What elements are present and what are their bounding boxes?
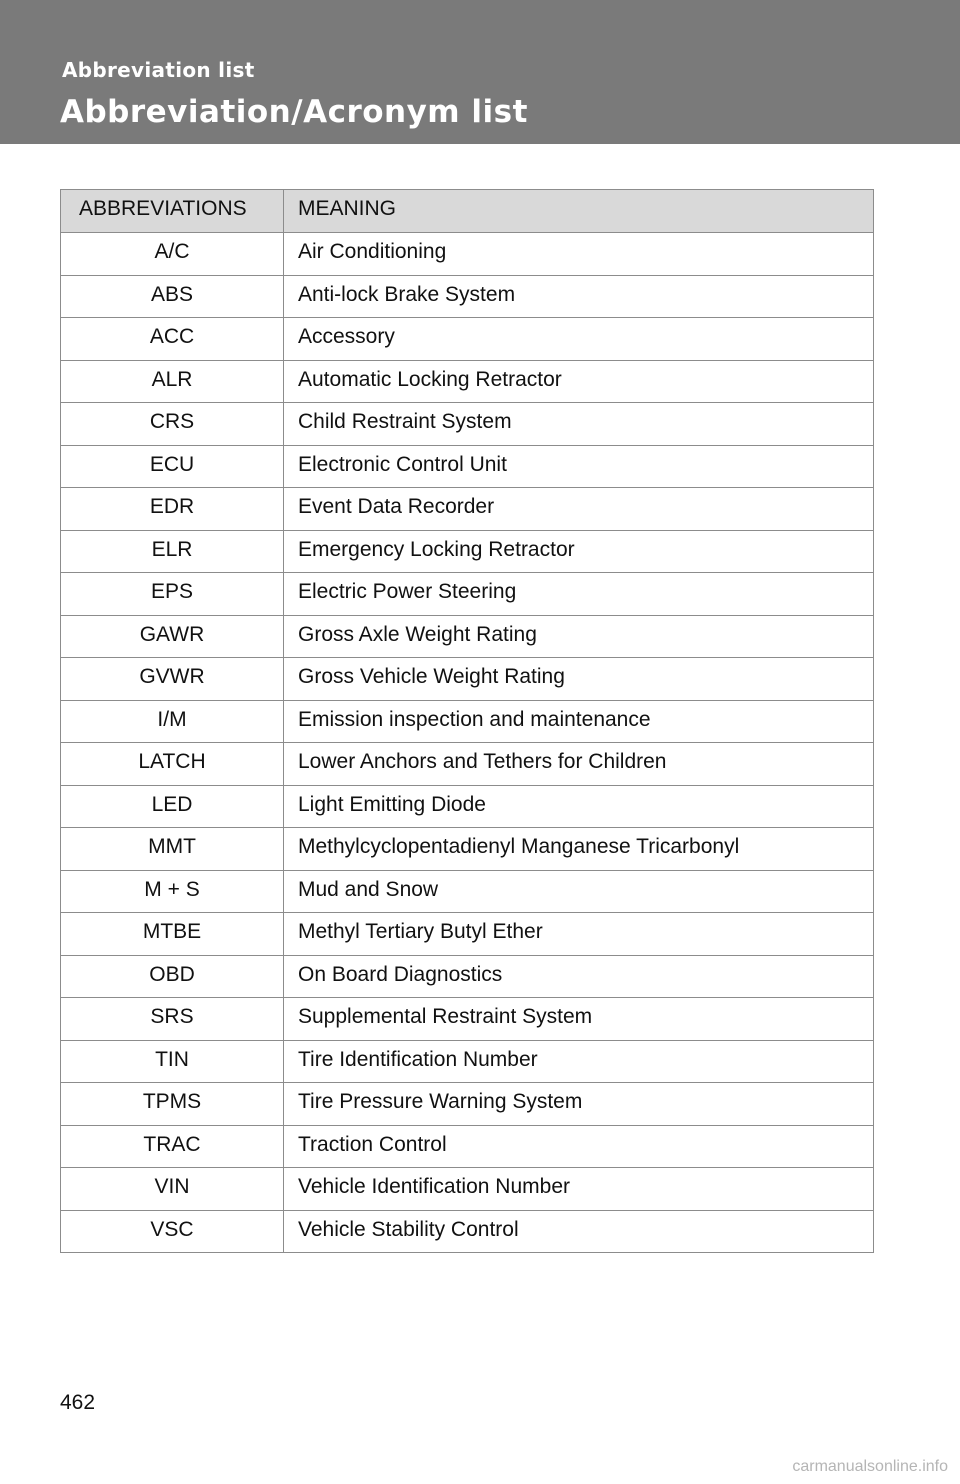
table-row — [61, 1168, 874, 1211]
meaning-cell — [284, 318, 874, 361]
abbreviation-text: LED — [151, 792, 193, 816]
meaning-cell — [284, 913, 874, 956]
meaning-cell — [284, 658, 874, 701]
abbreviation-text: ALR — [151, 367, 193, 391]
meaning-text: Mud and Snow — [298, 877, 439, 901]
abbreviation-cell — [61, 828, 284, 871]
table-row — [61, 360, 874, 403]
meaning-text: Event Data Recorder — [298, 495, 495, 518]
meaning-cell — [284, 743, 874, 786]
table-row — [61, 1083, 874, 1126]
meaning-text: Methyl Tertiary Butyl Ether — [298, 920, 543, 943]
meaning-text: Light Emitting Diode — [298, 792, 486, 816]
table-row — [61, 1125, 874, 1168]
abbreviation-text: GVWR — [139, 665, 205, 688]
abbreviation-cell — [61, 1040, 284, 1083]
abbreviation-text: ABS — [150, 282, 194, 306]
table-row — [61, 828, 874, 871]
table-row — [61, 445, 874, 488]
abbreviation-text: CRS — [149, 410, 195, 433]
meaning-cell — [284, 1125, 874, 1168]
table-row — [61, 615, 874, 658]
meaning-cell — [284, 530, 874, 573]
meaning-cell — [284, 360, 874, 403]
table-row — [61, 700, 874, 743]
meaning-text: Vehicle Stability Control — [298, 1217, 519, 1241]
meaning-cell — [284, 445, 874, 488]
section-label: Abbreviation list — [62, 58, 255, 82]
abbreviation-cell — [61, 1210, 284, 1253]
meaning-cell — [284, 700, 874, 743]
meaning-text: Anti-lock Brake System — [298, 282, 516, 306]
abbreviation-cell — [61, 998, 284, 1041]
table-row — [61, 573, 874, 616]
meaning-cell — [284, 1083, 874, 1126]
abbreviation-text: VIN — [154, 1175, 190, 1198]
abbreviation-text: LATCH — [138, 750, 206, 773]
abbreviation-text: VSC — [150, 1217, 194, 1241]
abbreviation-text: SRS — [150, 1005, 194, 1028]
meaning-text: Child Restraint System — [298, 410, 512, 433]
abbreviation-cell — [61, 658, 284, 701]
page-title: Abbreviation/Acronym list — [60, 94, 528, 130]
table-row — [61, 785, 874, 828]
abbreviation-text: MMT — [148, 835, 196, 858]
meaning-text: Electric Power Steering — [298, 580, 517, 603]
abbreviation-text: ACC — [149, 325, 195, 348]
meaning-text: Traction Control — [298, 1132, 447, 1156]
abbreviation-text: ECU — [149, 452, 195, 476]
table-row — [61, 275, 874, 318]
meaning-text: Accessory — [298, 325, 395, 348]
meaning-cell — [284, 1168, 874, 1211]
abbreviation-cell — [61, 700, 284, 743]
meaning-cell — [284, 233, 874, 276]
abbreviation-text: TRAC — [143, 1132, 201, 1156]
abbreviation-table — [60, 189, 874, 1253]
table-row — [61, 318, 874, 361]
meaning-text: Gross Axle Weight Rating — [298, 622, 537, 646]
abbreviation-text: TIN — [155, 1047, 189, 1071]
abbreviation-text: EPS — [150, 580, 194, 603]
meaning-text: Emergency Locking Retractor — [298, 537, 575, 561]
abbreviation-text: EDR — [149, 495, 195, 518]
table-row — [61, 743, 874, 786]
column-header-label: ABBREVIATIONS — [79, 197, 247, 220]
table-row — [61, 403, 874, 446]
meaning-cell — [284, 1210, 874, 1253]
abbreviation-cell — [61, 445, 284, 488]
meaning-text: On Board Diagnostics — [298, 962, 503, 986]
meaning-cell — [284, 785, 874, 828]
abbreviation-cell — [61, 530, 284, 573]
abbreviation-cell — [61, 488, 284, 531]
meaning-cell — [284, 828, 874, 871]
abbreviation-cell — [61, 913, 284, 956]
meaning-text: Emission inspection and maintenance — [298, 707, 651, 731]
abbreviation-cell — [61, 615, 284, 658]
abbreviation-cell — [61, 1083, 284, 1126]
meaning-cell — [284, 998, 874, 1041]
table-row — [61, 998, 874, 1041]
column-header-meaning — [284, 190, 874, 233]
page-number: 462 — [60, 1391, 96, 1414]
abbreviation-cell — [61, 360, 284, 403]
meaning-cell — [284, 955, 874, 998]
meaning-text: Supplemental Restraint System — [298, 1005, 593, 1028]
meaning-text: Gross Vehicle Weight Rating — [298, 665, 565, 688]
meaning-text: Automatic Locking Retractor — [298, 367, 562, 391]
abbreviation-text: I/M — [157, 707, 187, 731]
abbreviation-cell — [61, 1125, 284, 1168]
meaning-cell — [284, 275, 874, 318]
meaning-text: Lower Anchors and Tethers for Children — [298, 750, 667, 773]
meaning-text: Electronic Control Unit — [298, 452, 507, 476]
abbreviation-text: OBD — [149, 962, 195, 986]
meaning-cell — [284, 1040, 874, 1083]
abbreviation-text: TPMS — [142, 1090, 202, 1113]
header-band — [0, 0, 960, 144]
abbreviation-cell — [61, 318, 284, 361]
table-row — [61, 1210, 874, 1253]
meaning-cell — [284, 403, 874, 446]
table-row — [61, 233, 874, 276]
table-row — [61, 1040, 874, 1083]
table-row — [61, 870, 874, 913]
abbreviation-cell — [61, 573, 284, 616]
abbreviation-cell — [61, 1168, 284, 1211]
abbreviation-text: MTBE — [142, 920, 202, 943]
abbreviation-cell — [61, 275, 284, 318]
meaning-cell — [284, 488, 874, 531]
meaning-cell — [284, 615, 874, 658]
meaning-text: Air Conditioning — [298, 240, 447, 263]
abbreviation-text: M + S — [144, 877, 200, 901]
table-row — [61, 913, 874, 956]
abbreviation-cell — [61, 870, 284, 913]
abbreviation-text: ELR — [151, 537, 193, 561]
meaning-cell — [284, 573, 874, 616]
abbreviation-text: GAWR — [139, 622, 205, 646]
table-header-row — [61, 190, 874, 233]
meaning-text: Methylcyclopentadienyl Manganese Tricarbonyl — [298, 835, 740, 858]
abbreviation-cell — [61, 403, 284, 446]
watermark: carmanualsonline.info — [792, 1458, 948, 1475]
meaning-text: Tire Pressure Warning System — [298, 1090, 583, 1113]
abbreviation-cell — [61, 743, 284, 786]
column-header-abbreviations — [61, 190, 284, 233]
table-row — [61, 658, 874, 701]
abbreviation-text: A/C — [154, 240, 190, 263]
meaning-text: Vehicle Identification Number — [298, 1175, 570, 1198]
abbreviation-cell — [61, 955, 284, 998]
abbreviation-cell — [61, 785, 284, 828]
column-header-label: MEANING — [298, 197, 397, 220]
meaning-cell — [284, 870, 874, 913]
abbreviation-cell — [61, 233, 284, 276]
meaning-text: Tire Identification Number — [298, 1047, 538, 1071]
table-row — [61, 955, 874, 998]
table-body — [61, 233, 874, 1253]
table-row — [61, 488, 874, 531]
table-row — [61, 530, 874, 573]
